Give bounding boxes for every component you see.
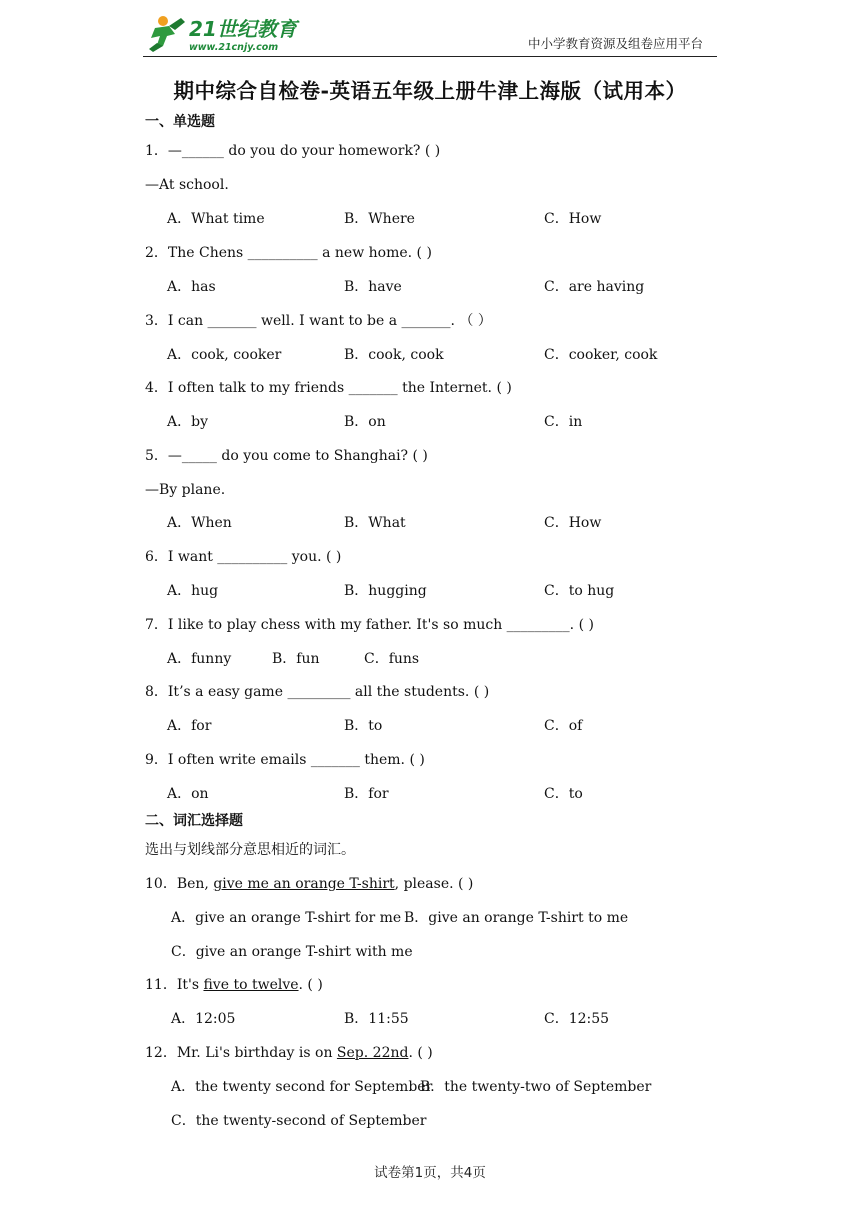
question-11-post: . ( ) — [298, 977, 323, 993]
question-5-stem: 5．—_____ do you come to Shanghai? ( ) — [145, 448, 428, 464]
question-8-stem: 8．It’s a easy game _________ all the students. ( ) — [145, 684, 490, 700]
question-12-option-c[interactable]: C．the twenty-second of September — [171, 1113, 427, 1129]
question-12-stem — [145, 1044, 433, 1062]
question-8-option-a[interactable]: A．for — [167, 718, 212, 734]
question-1-answer: —At school. — [145, 177, 229, 193]
question-11-option-b[interactable]: B．11:55 — [344, 1011, 409, 1027]
question-11-option-c[interactable]: C．12:55 — [544, 1011, 610, 1027]
site-logo — [145, 12, 315, 54]
question-5-option-a[interactable]: A．When — [167, 515, 232, 531]
question-6-option-c[interactable]: C．to hug — [544, 583, 615, 599]
question-9-option-c[interactable]: C．to — [544, 786, 583, 802]
question-3-option-a[interactable]: A．cook, cooker — [167, 347, 282, 363]
svg-text:21世纪教育: 21世纪教育 — [189, 17, 297, 41]
question-10-stem — [145, 875, 473, 893]
question-5-option-b[interactable]: B．What — [344, 515, 406, 531]
question-7-option-b[interactable]: B．fun — [272, 651, 320, 667]
question-10-post: , please. ( ) — [394, 876, 474, 892]
question-4-stem: 4．I often talk to my friends _______ the Internet. ( ) — [145, 380, 512, 396]
question-1-stem: 1．—______ do you do your homework? ( ) — [145, 143, 441, 159]
question-9-stem: 9．I often write emails _______ them. ( ) — [145, 752, 425, 768]
question-7-option-c[interactable]: C．funs — [364, 651, 420, 667]
question-7-stem: 7．I like to play chess with my father. It's so much _________. ( ) — [145, 617, 594, 633]
svg-text:www.21cnjy.com: www.21cnjy.com — [189, 42, 279, 53]
question-10-underlined: give me an orange T-shirt — [213, 876, 395, 892]
question-2-option-a[interactable]: A．has — [167, 279, 216, 295]
question-12-underlined: Sep. 22nd — [336, 1045, 409, 1061]
question-3-option-c[interactable]: C．cooker, cook — [544, 347, 658, 363]
question-8-option-c[interactable]: C．of — [544, 718, 583, 734]
question-9-option-a[interactable]: A．on — [167, 786, 209, 802]
section-instruction: 选出与划线部分意思相近的词汇。 — [145, 842, 355, 858]
header-platform-text: 中小学教育资源及组卷应用平台 — [527, 36, 703, 51]
question-3-option-b[interactable]: B．cook, cook — [344, 347, 444, 363]
section-heading-single-choice: 一、单选题 — [145, 114, 215, 130]
question-12-post: . ( ) — [408, 1045, 433, 1061]
page-header — [143, 10, 717, 57]
question-10-option-c[interactable]: C．give an orange T-shirt with me — [171, 944, 413, 960]
question-12-option-b[interactable]: B．the twenty-two of September — [420, 1079, 652, 1095]
question-10-pre: 10．Ben, — [145, 876, 214, 892]
question-5-answer: —By plane. — [145, 482, 226, 498]
section-heading-vocabulary: 二、词汇选择题 — [145, 813, 243, 829]
question-3-stem: 3．I can _______ well. I want to be a _______. （ ） — [145, 313, 492, 329]
question-2-stem: 2．The Chens __________ a new home. ( ) — [145, 245, 432, 261]
page-title: 期中综合自检卷-英语五年级上册牛津上海版（试用本） — [173, 79, 687, 103]
question-12-option-a[interactable]: A．the twenty second for September — [171, 1079, 433, 1095]
question-6-option-b[interactable]: B．hugging — [344, 583, 427, 599]
question-11-pre: 11．It's — [145, 977, 204, 993]
question-5-option-c[interactable]: C．How — [544, 515, 602, 531]
question-1-option-c[interactable]: C．How — [544, 211, 602, 227]
question-10-option-b[interactable]: B．give an orange T-shirt to me — [404, 910, 629, 926]
question-4-option-a[interactable]: A．by — [167, 414, 208, 430]
question-1-option-b[interactable]: B．Where — [344, 211, 415, 227]
question-9-option-b[interactable]: B．for — [344, 786, 389, 802]
question-11-option-a[interactable]: A．12:05 — [171, 1011, 236, 1027]
question-10-option-a[interactable]: A．give an orange T-shirt for me — [171, 910, 402, 926]
question-11-stem — [145, 976, 323, 994]
page-footer: 试卷第1页，共4页 — [374, 1165, 486, 1181]
question-2-option-c[interactable]: C．are having — [544, 279, 645, 295]
question-4-option-b[interactable]: B．on — [344, 414, 386, 430]
question-1-option-a[interactable]: A．What time — [167, 211, 265, 227]
question-6-stem: 6．I want __________ you. ( ) — [145, 549, 342, 565]
question-12-pre: 12．Mr. Li's birthday is on — [145, 1045, 337, 1061]
runner-logo-icon — [145, 12, 315, 54]
question-11-underlined: five to twelve — [203, 977, 299, 993]
question-6-option-a[interactable]: A．hug — [167, 583, 219, 599]
question-7-option-a[interactable]: A．funny — [167, 651, 232, 667]
question-8-option-b[interactable]: B．to — [344, 718, 383, 734]
question-2-option-b[interactable]: B．have — [344, 279, 402, 295]
question-4-option-c[interactable]: C．in — [544, 414, 583, 430]
